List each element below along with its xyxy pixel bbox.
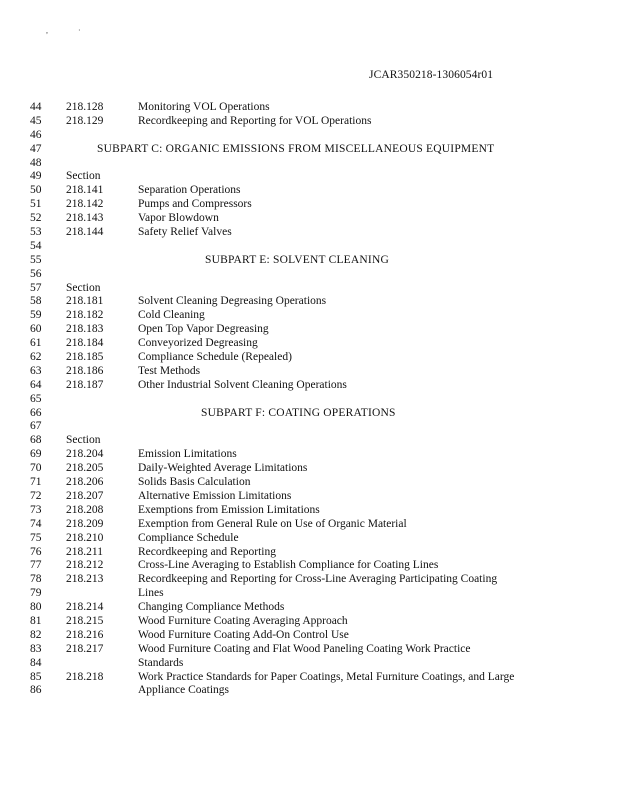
line-number: 64 — [30, 378, 42, 391]
line-number: 67 — [30, 420, 42, 433]
line-number: 59 — [30, 309, 42, 322]
document-line — [0, 629, 618, 643]
section-title: Daily-Weighted Average Limitations — [138, 462, 308, 475]
document-line — [0, 295, 618, 309]
section-number: 218.128 — [66, 101, 104, 113]
document-line — [0, 615, 618, 629]
document-line — [0, 684, 618, 698]
document-line — [0, 407, 618, 421]
section-title: Recordkeeping and Reporting for Cross-Line Averaging Participating Coating — [138, 573, 498, 586]
section-number: 218.186 — [66, 364, 104, 377]
line-number: 82 — [30, 628, 42, 641]
section-title: Solvent Cleaning Degreasing Operations — [138, 295, 327, 308]
section-number: 218.214 — [66, 601, 104, 614]
section-title: Monitoring VOL Operations — [138, 101, 270, 113]
line-number: 71 — [30, 476, 42, 489]
section-number: 218.181 — [66, 295, 104, 308]
document-line — [0, 365, 618, 379]
scan-mark: · — [78, 26, 81, 35]
section-title: Other Industrial Solvent Cleaning Operations — [138, 378, 347, 391]
line-number: 52 — [30, 212, 42, 225]
section-number: 218.208 — [66, 503, 104, 516]
document-line — [0, 351, 618, 365]
section-number: 218.187 — [66, 378, 104, 391]
document-line — [0, 282, 618, 296]
section-title: Solids Basis Calculation — [138, 476, 251, 489]
section-number: 218.182 — [66, 309, 104, 322]
section-title: Wood Furniture Coating Averaging Approach — [138, 614, 348, 627]
line-number: 44 — [30, 101, 42, 113]
document-line — [0, 323, 618, 337]
section-number: 218.204 — [66, 448, 104, 461]
section-title: Separation Operations — [138, 184, 241, 197]
section-title: Standards — [138, 656, 184, 669]
subpart-heading: SUBPART C: ORGANIC EMISSIONS FROM MISCELLANEOUS EQUIPMENT — [97, 142, 495, 155]
section-number: 218.205 — [66, 462, 104, 475]
document-body — [0, 101, 618, 698]
document-line — [0, 490, 618, 504]
document-line — [0, 268, 618, 282]
line-number: 63 — [30, 364, 42, 377]
section-title: Conveyorized Degreasing — [138, 337, 258, 350]
document-line — [0, 601, 618, 615]
line-number: 46 — [30, 128, 42, 141]
line-number: 55 — [30, 253, 42, 266]
line-number: 83 — [30, 642, 42, 655]
section-title: Exemption from General Rule on Use of Organic Material — [138, 517, 407, 530]
section-number: 218.185 — [66, 351, 104, 364]
line-number: 65 — [30, 392, 42, 405]
document-line — [0, 379, 618, 393]
line-number: 62 — [30, 351, 42, 364]
section-title: Lines — [138, 587, 164, 600]
section-title: Compliance Schedule — [138, 531, 239, 544]
line-number: 47 — [30, 142, 42, 155]
section-title: Safety Relief Valves — [138, 226, 232, 239]
document-line — [0, 420, 618, 434]
document-line — [0, 448, 618, 462]
section-number: 218.213 — [66, 573, 104, 586]
document-line — [0, 587, 618, 601]
section-title: Wood Furniture Coating Add-On Control Use — [138, 628, 349, 641]
section-title: Compliance Schedule (Repealed) — [138, 351, 292, 364]
section-title: Pumps and Compressors — [138, 198, 252, 211]
section-number: 218.183 — [66, 323, 104, 336]
document-line — [0, 115, 618, 129]
line-number: 68 — [30, 434, 42, 447]
section-title: Vapor Blowdown — [138, 212, 219, 225]
section-title: Recordkeeping and Reporting — [138, 545, 276, 558]
line-number: 45 — [30, 114, 42, 127]
document-line — [0, 462, 618, 476]
line-number: 61 — [30, 337, 42, 350]
scan-mark: , — [46, 26, 48, 35]
document-line — [0, 198, 618, 212]
document-line — [0, 240, 618, 254]
document-line — [0, 129, 618, 143]
line-number: 50 — [30, 184, 42, 197]
document-line — [0, 671, 618, 685]
document-line — [0, 157, 618, 171]
document-line — [0, 143, 618, 157]
line-number: 49 — [30, 170, 42, 183]
section-column-label: Section — [66, 281, 101, 294]
document-line — [0, 643, 618, 657]
line-number: 84 — [30, 656, 42, 669]
document-line — [0, 212, 618, 226]
line-number: 69 — [30, 448, 42, 461]
document-line — [0, 559, 618, 573]
document-line — [0, 170, 618, 184]
section-number: 218.211 — [66, 545, 103, 558]
document-line — [0, 504, 618, 518]
line-number: 72 — [30, 489, 42, 502]
document-line — [0, 254, 618, 268]
line-number: 60 — [30, 323, 42, 336]
line-number: 79 — [30, 587, 42, 600]
section-column-label: Section — [66, 170, 101, 183]
line-number: 77 — [30, 559, 42, 572]
document-line — [0, 184, 618, 198]
section-number: 218.207 — [66, 489, 104, 502]
line-number: 57 — [30, 281, 42, 294]
section-number: 218.206 — [66, 476, 104, 489]
section-number: 218.216 — [66, 628, 104, 641]
document-line — [0, 518, 618, 532]
section-number: 218.142 — [66, 198, 104, 211]
line-number: 56 — [30, 267, 42, 280]
document-line — [0, 337, 618, 351]
section-number: 218.212 — [66, 559, 104, 572]
section-number: 218.218 — [66, 670, 104, 683]
line-number: 53 — [30, 226, 42, 239]
line-number: 80 — [30, 601, 42, 614]
document-line — [0, 546, 618, 560]
section-title: Appliance Coatings — [138, 684, 230, 697]
line-number: 76 — [30, 545, 42, 558]
section-column-label: Section — [66, 434, 101, 447]
subpart-heading: SUBPART E: SOLVENT CLEANING — [205, 253, 389, 266]
section-number: 218.217 — [66, 642, 104, 655]
section-number: 218.215 — [66, 614, 104, 627]
document-line — [0, 434, 618, 448]
section-title: Work Practice Standards for Paper Coatings, Metal Furniture Coatings, and Large — [138, 670, 515, 683]
section-number: 218.144 — [66, 226, 104, 239]
line-number: 78 — [30, 573, 42, 586]
line-number: 73 — [30, 503, 42, 516]
line-number: 54 — [30, 239, 42, 252]
line-number: 48 — [30, 156, 42, 169]
document-line — [0, 101, 618, 115]
document-line — [0, 393, 618, 407]
section-title: Cross-Line Averaging to Establish Compliance for Coating Lines — [138, 559, 439, 572]
section-title: Test Methods — [138, 364, 201, 377]
section-title: Emission Limitations — [138, 448, 237, 461]
section-number: 218.210 — [66, 531, 104, 544]
section-number: 218.143 — [66, 212, 104, 225]
section-title: Changing Compliance Methods — [138, 601, 285, 614]
line-number: 66 — [30, 406, 42, 419]
section-title: Open Top Vapor Degreasing — [138, 323, 269, 336]
section-title: Exemptions from Emission Limitations — [138, 503, 320, 516]
line-number: 58 — [30, 295, 42, 308]
line-number: 51 — [30, 198, 42, 211]
document-line — [0, 657, 618, 671]
section-title: Wood Furniture Coating and Flat Wood Paneling Coating Work Practice — [138, 642, 471, 655]
subpart-heading: SUBPART F: COATING OPERATIONS — [201, 406, 396, 419]
document-line — [0, 226, 618, 240]
document-line — [0, 309, 618, 323]
section-number: 218.209 — [66, 517, 104, 530]
document-line — [0, 532, 618, 546]
line-number: 86 — [30, 684, 42, 697]
line-number: 75 — [30, 531, 42, 544]
section-title: Alternative Emission Limitations — [138, 489, 292, 502]
document-line — [0, 573, 618, 587]
line-number: 70 — [30, 462, 42, 475]
line-number: 74 — [30, 517, 42, 530]
section-title: Recordkeeping and Reporting for VOL Operations — [138, 114, 372, 127]
section-title: Cold Cleaning — [138, 309, 205, 322]
line-number: 85 — [30, 670, 42, 683]
section-number: 218.141 — [66, 184, 104, 197]
section-number: 218.129 — [66, 114, 104, 127]
line-number: 81 — [30, 614, 42, 627]
document-id: JCAR350218-1306054r01 — [369, 69, 494, 81]
document-line — [0, 476, 618, 490]
section-number: 218.184 — [66, 337, 104, 350]
